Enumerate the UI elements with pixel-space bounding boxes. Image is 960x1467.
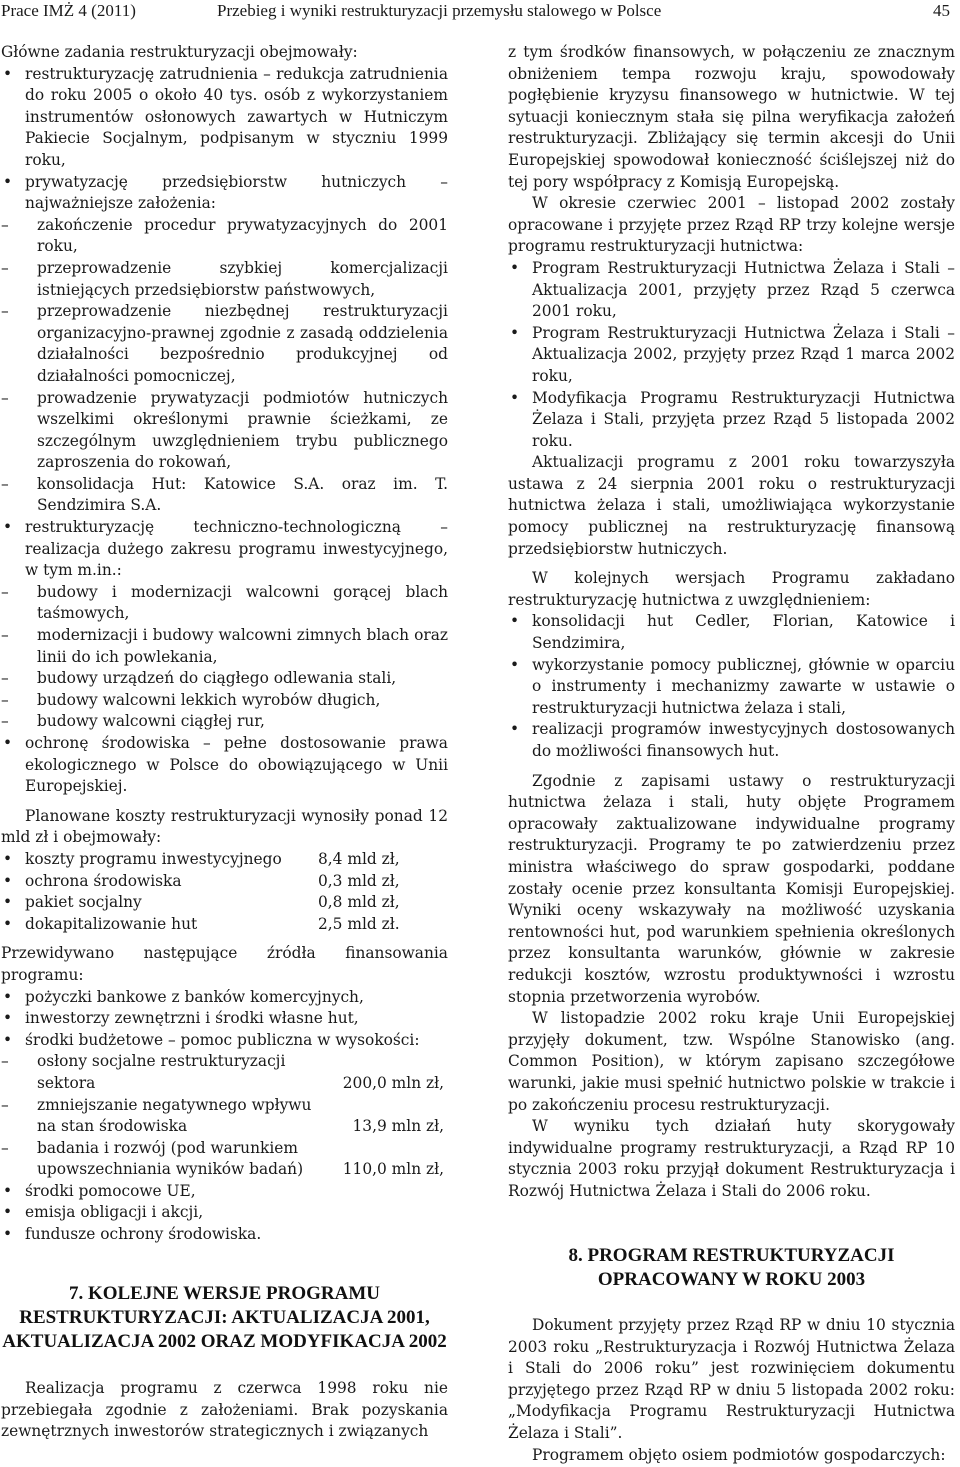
list-item: • inwestorzy zewnętrzni i środki własne hut, [1, 1008, 448, 1030]
costs-intro: Planowane koszty restrukturyzacji wynosiły ponad 12 mld zł i obejmowały: [1, 806, 448, 847]
list-item: • Modyfikacja Programu Restrukturyzacji Hutnictwa Żelaza i Stali, przyjęta przez Rząd 5 listopada 2002 roku. [508, 388, 955, 453]
cost-value: 0,8 mld zł, [318, 893, 400, 912]
funding-intro: Przewidywano następujące źródła finansowania programu: [1, 944, 448, 984]
paragraph: W listopadzie 2002 roku kraje Unii Europejskiej przyjęły dokument, tzw. Wspólne Stanowisko (ang. Common Position), w którym zapisano szczegółowe warunki, jakie musi spełnić hutnictwo polskie w trakcie i po zakończeniu procesu restrukturyzacji. [508, 1009, 955, 1114]
paragraph: Programem objęto osiem podmiotów gospodarczych: [532, 1445, 946, 1464]
list-item: – budowy walcowni lekkich wyrobów długich, [1, 690, 448, 712]
cost-value: 2,5 mld zł. [318, 914, 400, 933]
running-title: Przebieg i wyniki restrukturyzacji przemysłu stalowego w Polsce [217, 1, 662, 20]
paragraph: W okresie czerwiec 2001 – listopad 2002 zostały opracowane i przyjęte przez Rząd RP trzy kolejne wersje programu restrukturyzacji hutnictwa: [508, 194, 955, 256]
left-column [1, 42, 448, 1246]
list-item: – przeprowadzenie szybkiej komercjalizacji istniejących przedsiębiorstw państwowych, [1, 258, 448, 301]
considerations-list [508, 611, 955, 762]
budget-row [1, 1095, 448, 1138]
paragraph: W wyniku tych działań huty skorygowały indywidualne programy restrukturyzacji, a Rząd RP 10 stycznia 2003 roku przyjął dokument Restrukturyzacja i Rozwój Hutnictwa Żelaza i Stali do 2006 roku. [508, 1117, 955, 1200]
paragraph: Aktualizacji programu z 2001 roku towarzyszyła ustawa z 24 sierpnia 2001 roku o restrukturyzacji hutnictwa żelaza i stali, umożliwiająca wykorzystanie pomocy publicznej na restrukturyzację finansową przedsiębiorstw hutniczych. [508, 453, 955, 558]
paragraph: z tym środków finansowych, w połączeniu ze znacznym obniżeniem tempa rozwoju kraju, spowodowały pogłębienie kryzysu finansowego w hutnictwie. W tej sytuacji koniecznym stała się pilna weryfikacja założeń restrukturyzacji. Zbliżający się termin akcesji do Unii Europejskiej spowodował konieczność ściślejszej niż do tej pory współpracy z Komisją Europejską. [508, 43, 955, 191]
list-item: – prowadzenie prywatyzacji podmiotów hutniczych wszelkimi określonymi prawnie ścieżkami, ze szczególnym uwzględnieniem trybu publicznego zaproszenia do rokowań, [1, 388, 448, 474]
privatization-sublist [1, 215, 448, 517]
paragraph: W kolejnych wersjach Programu zakładano restrukturyzację hutnictwa z uwzględnieniem: [508, 569, 955, 609]
budget-label-line2: na stan środowiska [37, 1117, 188, 1136]
section-8-body [508, 1315, 955, 1466]
task-privatization: • prywatyzację przedsiębiorstw hutniczych – najważniejsze założenia: [1, 172, 448, 215]
journal-reference: Prace IMŻ 4 (2011) [1, 1, 136, 20]
list-item: – przeprowadzenie niezbędnej restrukturyzacji organizacyjno-prawnej zgodnie z zasadą oddzielenia działalności bezpośrednio produkcyjnej od działalności pomocniczej, [1, 301, 448, 387]
section-8-heading: 8. PROGRAM RESTRUKTURYZACJI OPRACOWANY W ROKU 2003 [568, 1245, 895, 1290]
budget-row [1, 1138, 448, 1181]
tasks-list-end [1, 733, 448, 798]
cost-value: 0,3 mld zł, [318, 871, 400, 890]
budget-label-line2: sektora [37, 1073, 96, 1092]
section-7-paragraph: Realizacja programu z czerwca 1998 roku nie przebiegała zgodnie z założeniami. Brak pozyskania zewnętrznych inwestorów strategicznych i związanych [1, 1379, 448, 1441]
budget-label-line2: upowszechniania wyników badań) [37, 1160, 304, 1179]
list-item: • Program Restrukturyzacji Hutnictwa Żelaza i Stali – Aktualizacja 2001, przyjęty przez Rząd 5 czerwca 2001 roku, [508, 258, 955, 323]
cost-label: • ochrona środowiska [25, 871, 182, 890]
list-item: • środki budżetowe – pomoc publiczna w wysokości: [1, 1030, 448, 1052]
paragraph: Dokument przyjęty przez Rząd RP w dniu 10 stycznia 2003 roku „Restrukturyzacja i Rozwój Hutnictwa Żelaza i Stali do 2006 roku” jest rozwinięciem dokumentu przyjętego przez Rząd RP w dniu 5 listopada 2002 roku: „Modyfikacja Programu Restrukturyzacji Hutnictwa Żelaza i Stali”. [508, 1316, 955, 1442]
list-item: • realizacji programów inwestycyjnych dostosowanych do możliwości finansowych hut. [508, 719, 955, 762]
budget-label-line1: – badania i rozwój (pod warunkiem [37, 1138, 298, 1157]
page-number: 45 [933, 1, 950, 20]
budget-value: 200,0 mln zł, [342, 1073, 444, 1092]
cost-row [1, 871, 448, 893]
budget-row [1, 1051, 448, 1094]
cost-row [1, 914, 448, 936]
tasks-list [1, 64, 448, 215]
list-item: – konsolidacja Hut: Katowice S.A. oraz im. T. Sendzimira S.A. [1, 474, 448, 517]
list-item: • Program Restrukturyzacji Hutnictwa Żelaza i Stali – Aktualizacja 2002, przyjęty przez Rząd 1 marca 2002 roku, [508, 323, 955, 388]
cost-label: • dokapitalizowanie hut [25, 914, 198, 933]
cost-row [1, 849, 448, 871]
tasks-intro: Główne zadania restrukturyzacji obejmowały: [1, 43, 358, 61]
running-header [0, 0, 960, 24]
funding-list [1, 987, 448, 1052]
costs-list [1, 849, 448, 935]
paragraph: Zgodnie z zapisami ustawy o restrukturyzacji hutnictwa żelaza i stali, huty objęte Programem opracowały zaktualizowane indywidualne programy restrukturyzacji. Programy te po zatwierdzeniu przez ministra właściwego do spraw gospodarki, poddane zostały ocenie przez konsultanta Komisji Europejskiej. Wyniki oceny wskazywały na możliwość uzyskania rentowności hut, pod warunkiem spełnienia określonych przez konsultanta warunków, głównie w zakresie redukcji kosztów, wzrostu produktywności i wzrostu stopnia przetworzenia wyrobów. [508, 771, 955, 1006]
list-item: • emisja obligacji i akcji, [1, 1202, 448, 1224]
list-item: – budowy walcowni ciągłej rur, [1, 711, 448, 733]
list-item: • konsolidacji hut Cedler, Florian, Katowice i Sendzimira, [508, 611, 955, 654]
funding-list-end [1, 1181, 448, 1246]
tasks-list-cont [1, 517, 448, 582]
cost-row [1, 892, 448, 914]
budget-value: 110,0 mln zł, [342, 1160, 444, 1179]
list-item: – zakończenie procedur prywatyzacyjnych do 2001 roku, [1, 215, 448, 258]
list-item: – budowy i modernizacji walcowni gorącej blach taśmowych, [1, 582, 448, 625]
task-environment: • ochronę środowiska – pełne dostosowanie prawa ekologicznego w Polsce do obowiązującego w Unii Europejskiej. [1, 733, 448, 798]
list-item: • pożyczki bankowe z banków komercyjnych, [1, 987, 448, 1009]
cost-label: • koszty programu inwestycyjnego [25, 849, 282, 868]
list-item: • wykorzystanie pomocy publicznej, głównie w oparciu o instrumenty i mechanizmy zawarte w ustawie o restrukturyzacji hutnictwa żelaza i stali, [508, 655, 955, 720]
budget-label-line1: – zmniejszanie negatywnego wpływu [37, 1095, 312, 1114]
list-item: – modernizacji i budowy walcowni zimnych blach oraz linii do ich powlekania, [1, 625, 448, 668]
budget-sublist [1, 1051, 448, 1181]
technology-sublist [1, 582, 448, 733]
section-7-heading: 7. KOLEJNE WERSJE PROGRAMU RESTRUKTURYZACJI: AKTUALIZACJA 2001, AKTUALIZACJA 2002 ORAZ MODYFIKACJA 2002 [2, 1283, 447, 1352]
task-employment: • restrukturyzację zatrudnienia – redukcja zatrudnienia do roku 2005 o około 40 tys. osób z wykorzystaniem instrumentów osłonowych zawartych w Hutniczym Pakiecie Socjalnym, podpisanym w styczniu 1999 roku, [1, 64, 448, 172]
budget-label-line1: – osłony socjalne restrukturyzacji [37, 1052, 286, 1071]
list-item: • fundusze ochrony środowiska. [1, 1224, 448, 1246]
list-item: • środki pomocowe UE, [1, 1181, 448, 1203]
cost-value: 8,4 mld zł, [318, 849, 400, 868]
budget-value: 13,9 mln zł, [352, 1117, 444, 1136]
list-item: – budowy urządzeń do ciągłego odlewania stali, [1, 668, 448, 690]
task-technology: • restrukturyzację techniczno-technologiczną – realizacja dużego zakresu programu inwestycyjnego, w tym m.in.: [1, 517, 448, 582]
right-column [508, 42, 955, 1202]
cost-label: • pakiet socjalny [25, 893, 142, 912]
program-versions-list [508, 258, 955, 452]
